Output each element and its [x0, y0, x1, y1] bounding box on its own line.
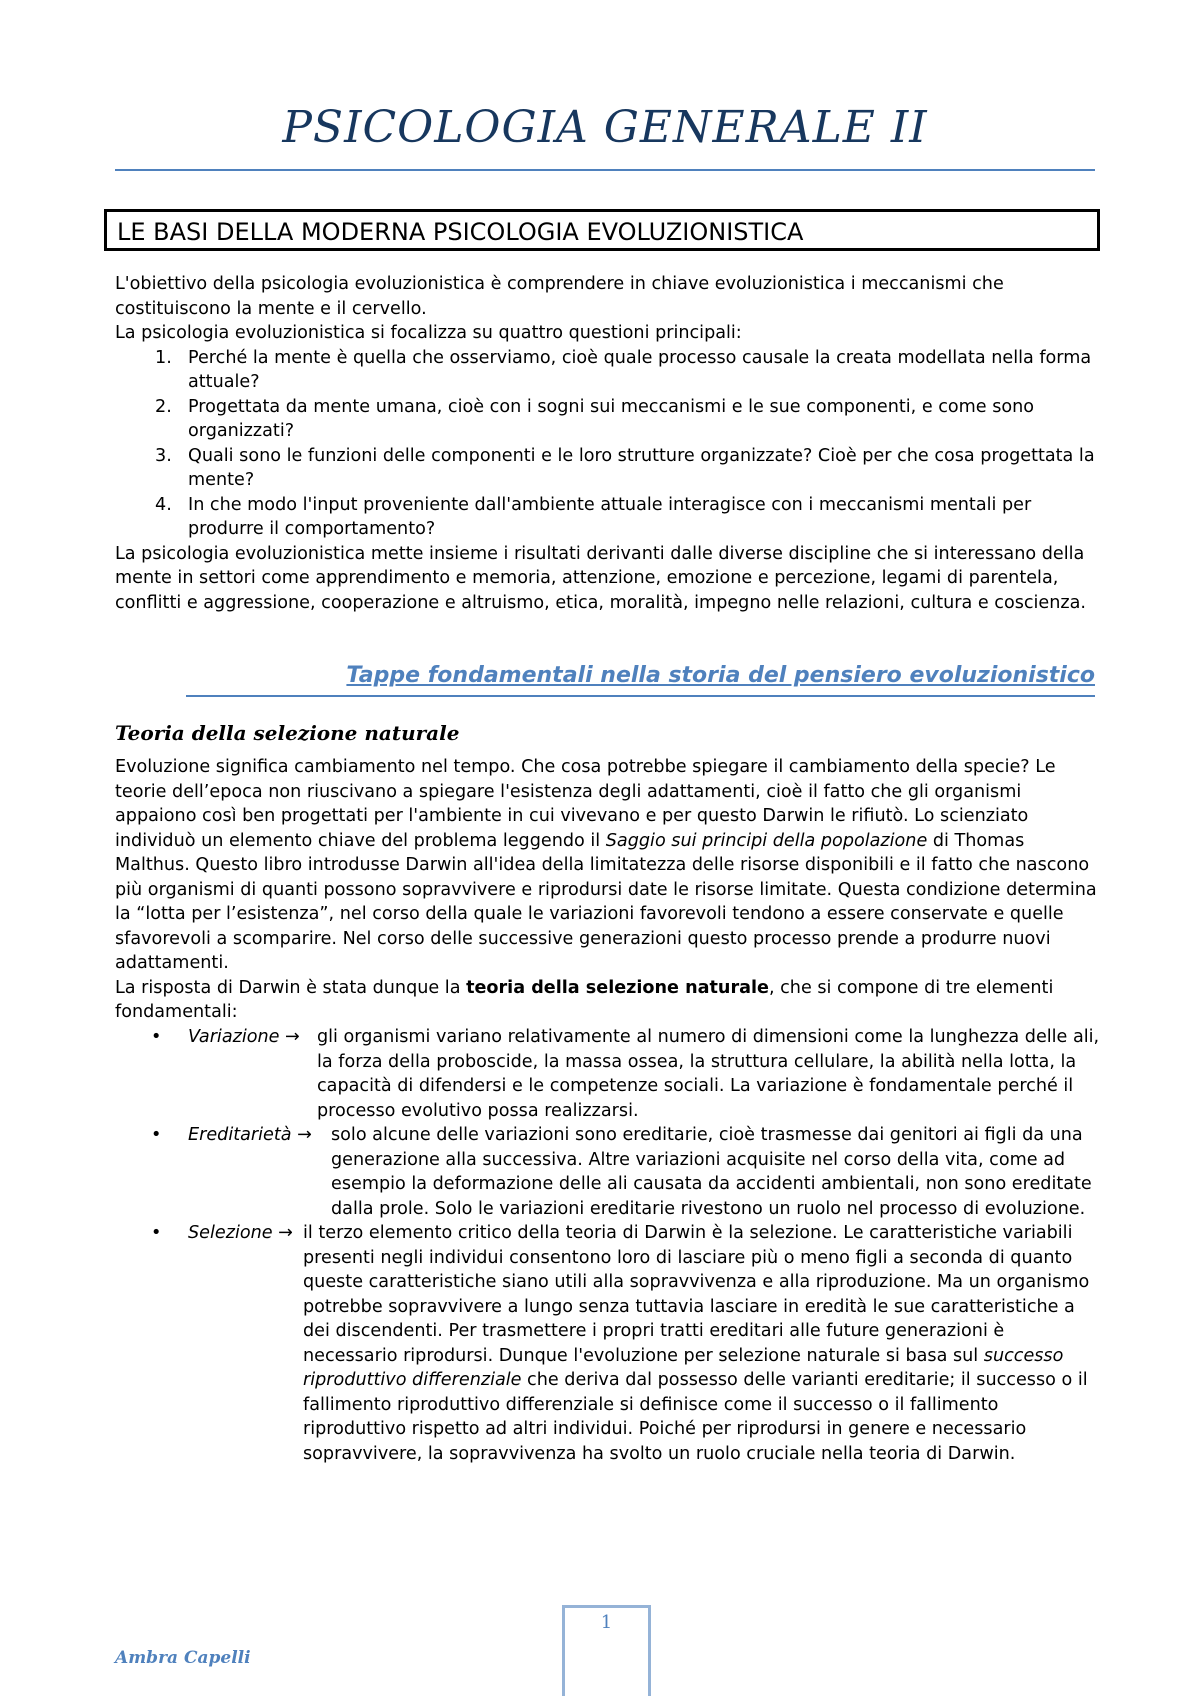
questions-list — [115, 346, 1100, 542]
element-description: solo alcune delle variazioni sono ereditarie, cioè trasmesse dai genitori ai figli da una generazione alla successiva. Altre variazioni acquisite nel corso della vita, come ad esempio la deformazione delle ali causata da accidenti ambientali, non sono ereditate dalla prole. Solo le variazioni ereditarie rivestono un ruolo nel processo di evoluzione. — [331, 1125, 1092, 1219]
element-selezione — [115, 1221, 1100, 1466]
theory-text: Evoluzione significa cambiamento nel tempo. Che cosa potrebbe spiegare il cambiamento della specie? Le teorie dell’epoca non riuscivano a spiegare l'esistenza degli adattamenti, cioè il fatto che gli organismi appaiono così ben progettati per l'ambiente in cui vivevano e per questo Darwin le rifiutò. Lo scienziato individuò un elemento chiave del problema leggendo il — [115, 757, 1056, 851]
theory-section — [115, 755, 1100, 1025]
question-text: Quali sono le funzioni delle componenti e le loro strutture organizzate? Cioè per che cosa progettata la mente? — [188, 445, 1095, 490]
question-number: 3. — [155, 445, 172, 466]
theory-paragraph-1 — [115, 755, 1100, 976]
element-text: che deriva dal possesso delle varianti ereditarie; il successo o il fallimento riproduttivo differenziale si definisce come il successo o il fallimento riproduttivo rispetto ad altri individui. Poiché per riprodursi in genere e necessario sopravvivere, la sopravvivenza ha svolto un ruolo cruciale nella teoria di Darwin. — [303, 1370, 1088, 1464]
element-text: il terzo elemento critico della teoria di Darwin è la selezione. Le caratteristiche variabili presenti negli individui consentono loro di lasciare più o meno figli a seconda di quanto queste caratteristiche siano utili alla sopravvivenza e alla riproduzione. Ma un organismo potrebbe sopravvivere a lungo senza tuttavia lasciare in eredità le sue caratteristiche a dei discendenti. Per trasmettere i propri tratti ereditari alle future generazioni è necessario riprodursi. Dunque l'evoluzione per selezione naturale si basa sul — [303, 1223, 1090, 1366]
document-title: PSICOLOGIA GENERALE II — [282, 102, 928, 153]
elements-list — [115, 1025, 1100, 1466]
element-description: gli organismi variano relativamente al numero di dimensioni come la lunghezza delle ali, la forza della proboscide, la massa ossea, la struttura cellulare, la abilità nella lotta, la capacità di difendersi e le competenze sociali. La variazione è fondamentale perché il processo evolutivo possa realizzarsi. — [317, 1027, 1100, 1121]
bullet-dot: • — [151, 1223, 162, 1243]
element-variazione — [115, 1025, 1100, 1123]
page-number-box — [562, 1605, 651, 1696]
bullet-dot: • — [151, 1027, 162, 1047]
question-number: 4. — [155, 494, 172, 515]
intro-paragraph-1: L'obiettivo della psicologia evoluzionistica è comprendere in chiave evoluzionistica i meccanismi che costituiscono la mente e il cervello. — [115, 274, 1004, 319]
question-text: Perché la mente è quella che osserviamo, cioè quale processo causale la creata modellata nella forma attuale? — [188, 347, 1092, 392]
question-text: Progettata da mente umana, cioè con i sogni sui meccanismi e le sue componenti, e come sono organizzati? — [188, 396, 1035, 441]
intro-paragraph-2: La psicologia evoluzionistica si focalizza su quattro questioni principali: — [115, 323, 742, 343]
question-item — [115, 444, 1100, 493]
theory-text: , che si compone di tre elementi fondamentali: — [115, 977, 1054, 1022]
element-ereditarieta — [115, 1123, 1100, 1221]
element-italic-term: successo riproduttivo differenziale — [303, 1345, 1064, 1390]
question-item — [115, 493, 1100, 542]
element-description — [115, 1221, 1100, 1466]
intro-paragraph-3: La psicologia evoluzionistica mette insieme i risultati derivanti dalle diverse discipline che si interessano della mente in settori come apprendimento e memoria, attenzione, emozione e percezione, legami di parentela, conflitti e aggressione, cooperazione e altruismo, etica, moralità, impegno nelle relazioni, cultura e coscienza. — [115, 543, 1087, 613]
theory-heading: Teoria della selezione naturale — [115, 721, 460, 745]
intro-section — [115, 272, 1100, 615]
title-underline — [115, 169, 1095, 171]
subsection-underline — [186, 695, 1095, 697]
subsection-heading: Tappe fondamentali nella storia del pensiero evoluzionistico — [346, 663, 1095, 688]
page-number: 1 — [600, 1612, 613, 1633]
element-term: Selezione → — [188, 1223, 293, 1243]
footer-author: Ambra Capelli — [115, 1648, 251, 1668]
question-number: 1. — [155, 347, 172, 368]
theory-paragraph-2 — [115, 976, 1100, 1025]
theory-text: La risposta di Darwin è stata dunque la — [115, 977, 467, 998]
question-text: In che modo l'input proveniente dall'ambiente attuale interagisce con i meccanismi mentali per produrre il comportamento? — [188, 494, 1032, 539]
element-term: Variazione → — [188, 1027, 300, 1047]
question-item — [115, 395, 1100, 444]
theory-text: di Thomas Malthus. Questo libro introdusse Darwin all'idea della limitatezza delle risorse disponibili e il fatto che nascono più organismi di quanti possono sopravvivere e riprodursi date le risorse limitate. Questa condizione determina la “lotta per l’esistenza”, nel corso della quale le variazioni favorevoli tendono a essere conservate e quelle sfavorevoli a scomparire. Nel corso delle successive generazioni questo processo prende a produrre nuovi adattamenti. — [115, 830, 1097, 973]
element-term: Ereditarietà → — [188, 1125, 312, 1145]
book-title: Saggio sui principi della popolazione — [605, 830, 928, 851]
question-number: 2. — [155, 396, 172, 417]
bullet-dot: • — [151, 1125, 162, 1145]
key-term: teoria della selezione naturale — [466, 977, 769, 998]
question-item — [115, 346, 1100, 395]
section-heading: LE BASI DELLA MODERNA PSICOLOGIA EVOLUZIONISTICA — [104, 209, 1100, 251]
